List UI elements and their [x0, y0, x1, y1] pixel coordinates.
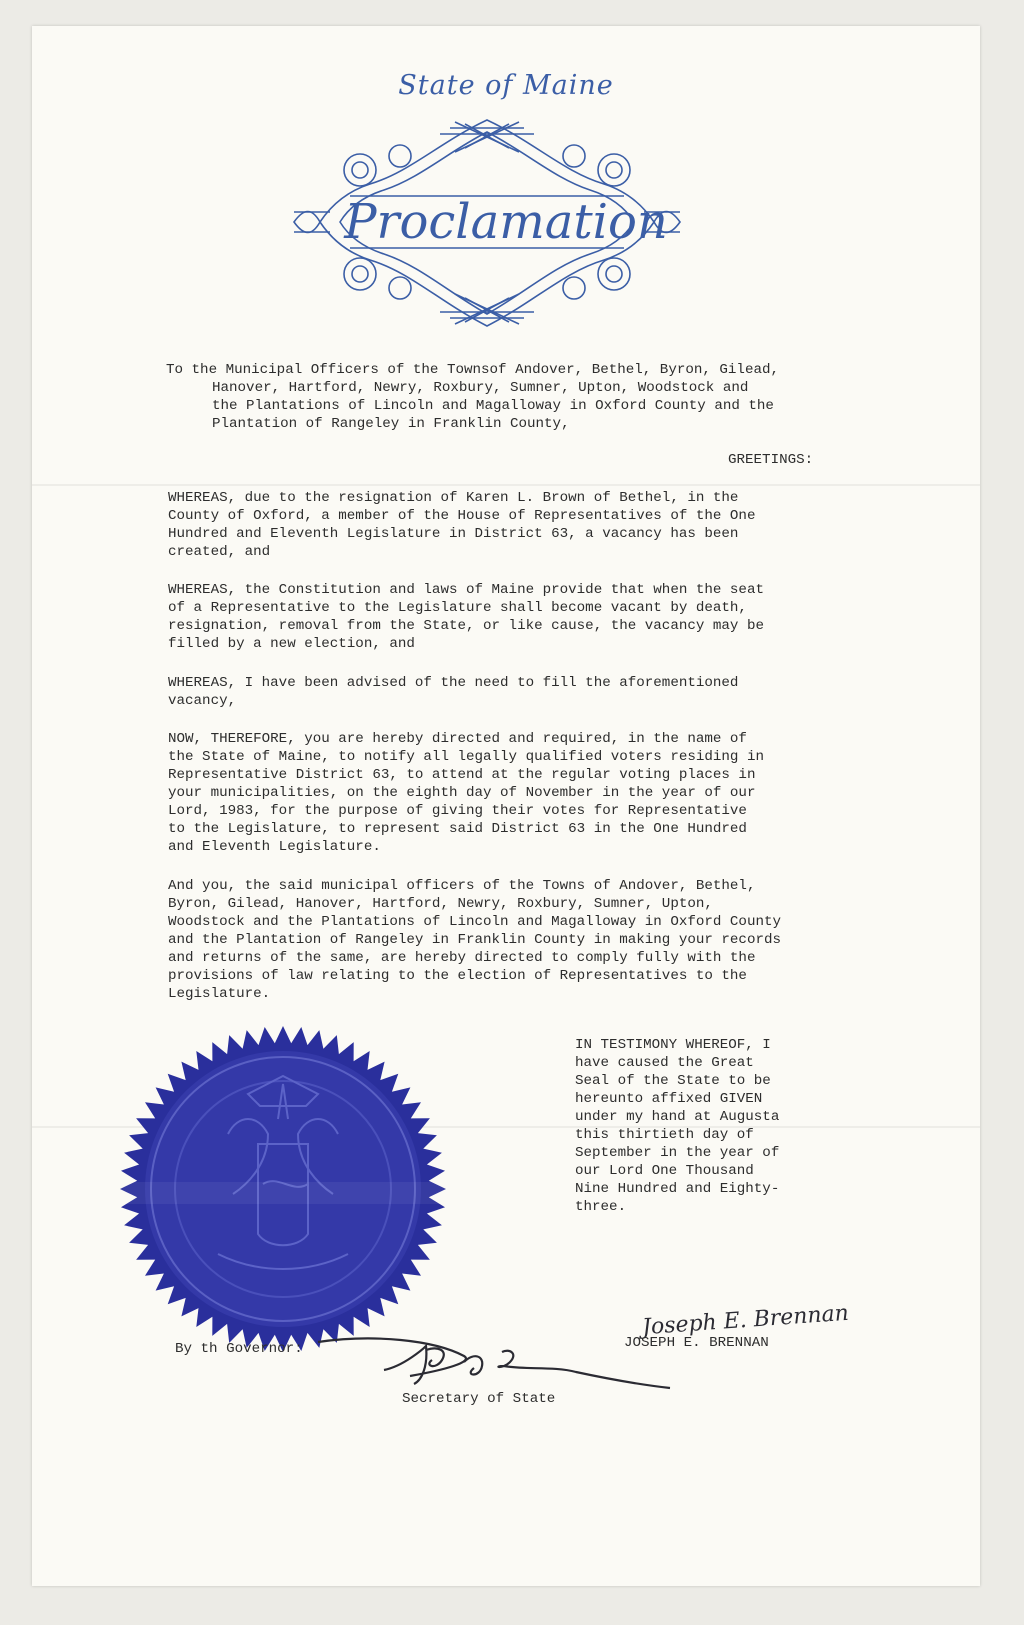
address-line: Hanover, Hartford, Newry, Roxbury, Sumner, Upton, Woodstock and	[212, 380, 749, 396]
therefore-line: to the Legislature, to represent said District 63 in the One Hundred	[168, 821, 747, 837]
address-line: Plantation of Rangeley in Franklin County,	[212, 416, 570, 432]
whereas-line: vacancy,	[168, 693, 237, 709]
testimony-line: have caused the Great	[575, 1055, 754, 1071]
testimony-line: three.	[575, 1199, 627, 1215]
secretary-signature	[314, 1326, 674, 1396]
address-line: To the Municipal Officers of the Townsof Andover, Bethel, Byron, Gilead,	[166, 362, 779, 378]
whereas-line: WHEREAS, I have been advised of the need to fill the aforementioned	[168, 675, 739, 691]
whereas-line: WHEREAS, due to the resignation of Karen L. Brown of Bethel, in the	[168, 490, 739, 506]
state-heading: State of Maine	[398, 70, 614, 101]
andyou-line: Byron, Gilead, Hanover, Hartford, Newry, Roxbury, Sumner, Upton,	[168, 896, 713, 912]
therefore-line: Representative District 63, to attend at the regular voting places in	[168, 767, 756, 783]
whereas-line: created, and	[168, 544, 271, 560]
testimony-line: under my hand at Augusta	[575, 1109, 780, 1125]
therefore-line: NOW, THEREFORE, you are hereby directed and required, in the name of	[168, 731, 747, 747]
testimony-line: our Lord One Thousand	[575, 1163, 754, 1179]
whereas-line: Hundred and Eleventh Legislature in District 63, a vacancy has been	[168, 526, 739, 542]
testimony-line: September in the year of	[575, 1145, 780, 1161]
therefore-line: your municipalities, on the eighth day of November in the year of our	[168, 785, 756, 801]
therefore-line: and Eleventh Legislature.	[168, 839, 381, 855]
testimony-line: Nine Hundred and Eighty-	[575, 1181, 780, 1197]
testimony-line: hereunto affixed GIVEN	[575, 1091, 763, 1107]
governor-signature: Joseph E. Brennan	[641, 1300, 850, 1341]
fold-line	[32, 484, 980, 486]
andyou-line: and returns of the same, are hereby directed to comply fully with the	[168, 950, 756, 966]
whereas-line: WHEREAS, the Constitution and laws of Maine provide that when the seat	[168, 582, 764, 598]
testimony-line: IN TESTIMONY WHEREOF, I	[575, 1037, 771, 1053]
proclamation-document	[32, 26, 980, 1586]
whereas-line: filled by a new election, and	[168, 636, 415, 652]
proclamation-title: Proclamation	[344, 194, 668, 250]
testimony-line: Seal of the State to be	[575, 1073, 771, 1089]
secretary-title: Secretary of State	[402, 1391, 556, 1407]
testimony-line: this thirtieth day of	[575, 1127, 754, 1143]
andyou-line: Legislature.	[168, 986, 271, 1002]
andyou-line: Woodstock and the Plantations of Lincoln and Magalloway in Oxford County	[168, 914, 781, 930]
governor-name: JOSEPH E. BRENNAN	[624, 1335, 769, 1351]
great-seal-icon	[118, 1024, 448, 1354]
whereas-line: resignation, removal from the State, or like cause, the vacancy may be	[168, 618, 764, 634]
therefore-line: the State of Maine, to notify all legally qualified voters residing in	[168, 749, 764, 765]
andyou-line: And you, the said municipal officers of the Towns of Andover, Bethel,	[168, 878, 756, 894]
whereas-line: County of Oxford, a member of the House of Representatives of the One	[168, 508, 756, 524]
whereas-line: of a Representative to the Legislature shall become vacant by death,	[168, 600, 747, 616]
greeting: GREETINGS:	[728, 452, 814, 468]
andyou-line: and the Plantation of Rangeley in Franklin County in making your records	[168, 932, 781, 948]
address-line: the Plantations of Lincoln and Magalloway in Oxford County and the	[212, 398, 774, 414]
andyou-line: provisions of law relating to the election of Representatives to the	[168, 968, 747, 984]
by-governor-label: By th Governor:	[175, 1341, 303, 1357]
therefore-line: Lord, 1983, for the purpose of giving their votes for Representative	[168, 803, 747, 819]
